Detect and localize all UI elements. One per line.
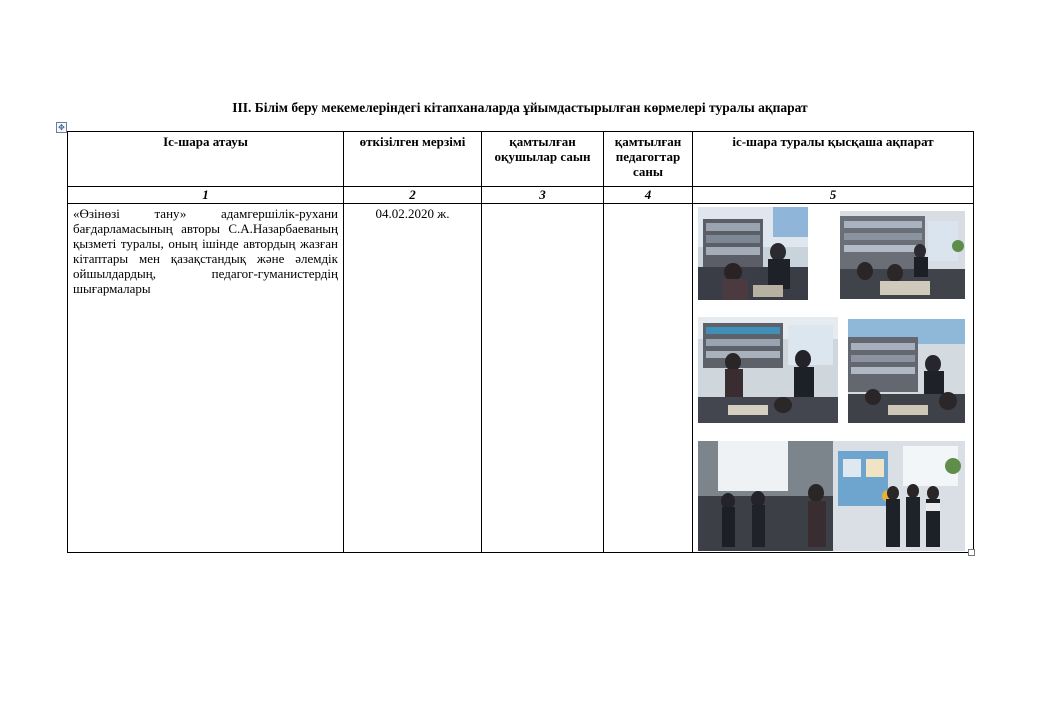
header-date: өткізілген мерзімі xyxy=(344,132,482,187)
event-date: 04.02.2020 ж. xyxy=(375,206,450,221)
column-number: 3 xyxy=(482,187,604,204)
library-photo-2[interactable] xyxy=(840,211,965,299)
students-cell xyxy=(482,204,604,553)
header-teachers: қамтылған педагогтар саны xyxy=(604,132,693,187)
header-row xyxy=(68,132,974,187)
header-event-name: Іс-шара атауы xyxy=(68,132,344,187)
column-number: 5 xyxy=(693,187,974,204)
teachers-cell xyxy=(604,204,693,553)
date-cell xyxy=(344,204,482,553)
photo-gallery xyxy=(693,204,973,552)
column-number-row xyxy=(68,187,974,204)
photos-cell xyxy=(693,204,974,553)
table-resize-handle[interactable] xyxy=(968,549,975,556)
page-title: III. Білім беру мекемелеріндегі кітапханаларда ұйымдастырылған көрмелері туралы ақпарат xyxy=(232,100,808,115)
library-photo-4[interactable] xyxy=(848,319,965,423)
column-number: 1 xyxy=(68,187,344,204)
event-cell xyxy=(68,204,344,553)
table-row xyxy=(68,204,974,553)
event-description: «Өзінөзі тану» адамгершілік-рухани бағдарламасының авторы С.А.Назарбаеваның қызметі туралы, оның ішінде автордың жазған кітаптары мен қазақстандық және әлемдік ойшылдардың, педагог-гуманистердің шығармалары xyxy=(73,206,338,296)
column-number: 2 xyxy=(344,187,482,204)
library-photo-3[interactable] xyxy=(698,317,838,423)
library-photo-5[interactable] xyxy=(698,441,965,551)
info-table xyxy=(67,131,974,553)
header-students: қамтылған оқушылар саын xyxy=(482,132,604,187)
table-move-handle-icon[interactable]: ✥ xyxy=(56,122,67,133)
column-number: 4 xyxy=(604,187,693,204)
library-photo-1[interactable] xyxy=(698,207,808,300)
header-summary: іс-шара туралы қысқаша ақпарат xyxy=(693,132,974,187)
